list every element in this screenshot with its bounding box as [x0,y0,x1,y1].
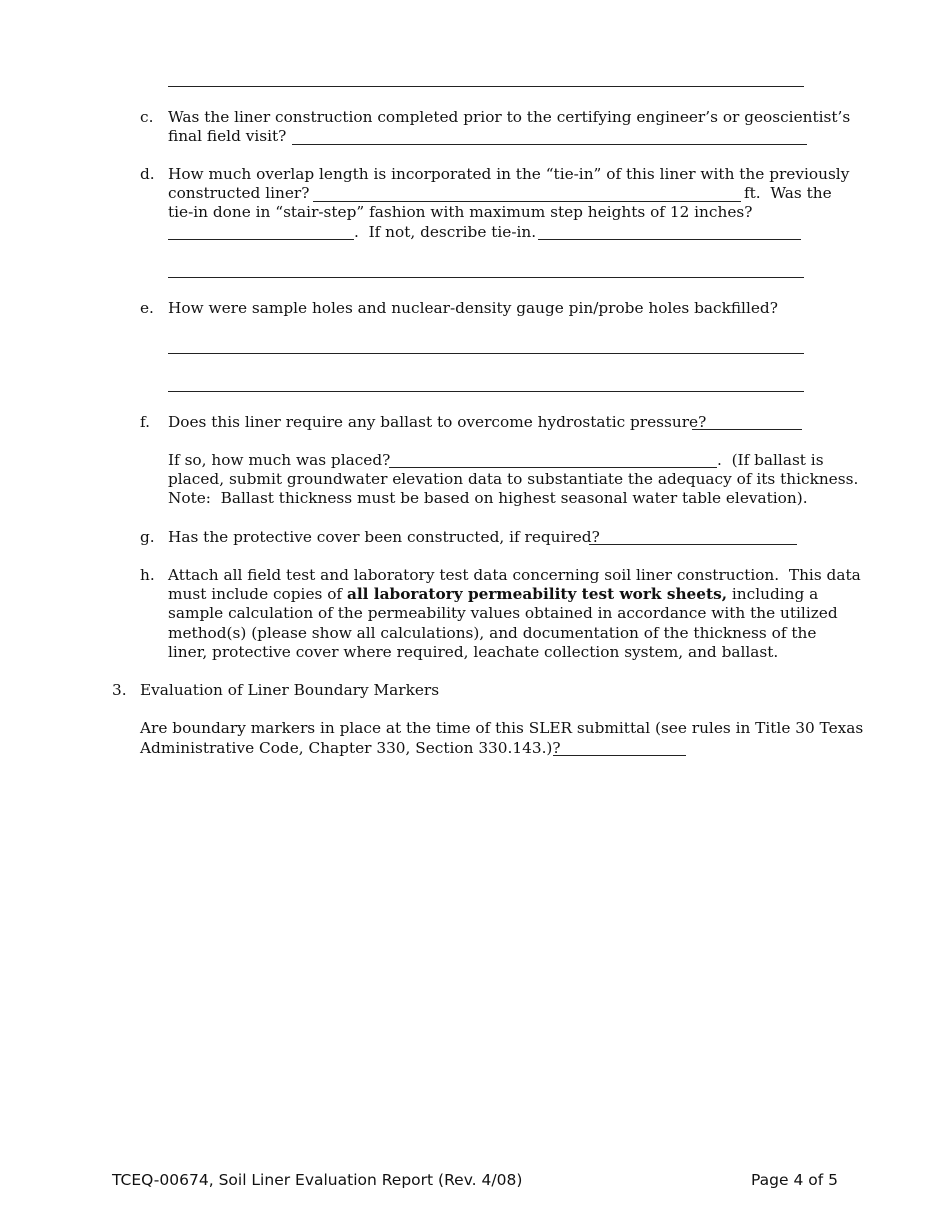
item-f-question-line4: Note: Ballast thickness must be based on highest seasonal water table elevation). [168,489,808,507]
item-h-line5: liner, protective cover where required, leachate collection system, and ballast. [168,643,779,661]
item-c-question-line1: Was the liner construction completed prior to the certifying engineer’s or geoscientist’s [168,108,851,126]
item-g-marker: g. [140,528,155,546]
item-d-question-line2a: constructed liner? [168,184,310,202]
item-c-question-line2: final field visit? [168,127,287,145]
item-f-ballast-required-blank[interactable] [692,429,802,430]
item-f-question-line3: placed, submit groundwater elevation data to substantiate the adequacy of its thickness. [168,470,859,488]
item-c-answer-blank[interactable] [292,144,807,145]
item-f-ballast-amount-blank[interactable] [389,467,717,468]
item-f-question-line1: Does this liner require any ballast to overcome hydrostatic pressure? [168,413,707,431]
item-c-marker: c. [140,108,154,126]
item-d-question-line2b: ft. Was the [744,184,832,202]
item-g-answer-blank[interactable] [589,544,797,545]
item-f-question-line2b: . (If ballast is [717,451,824,469]
item-e-marker: e. [140,299,154,317]
item-d-question-line1: How much overlap length is incorporated in the “tie-in” of this liner with the previously [168,165,850,183]
item-d-describe-blank[interactable] [538,239,801,240]
item-f-marker: f. [140,413,150,431]
item-h-line2-bold: all laboratory permeability test work sheets, [346,585,728,603]
item-d-marker: d. [140,165,155,183]
item-e-question-line1: How were sample holes and nuclear-density gauge pin/probe holes backfilled? [168,299,778,317]
answer-blank-prev[interactable] [168,86,804,87]
item-h-line3: sample calculation of the permeability values obtained in accordance with the utilized [168,604,838,622]
item-f-question-line2a: If so, how much was placed? [168,451,391,469]
item-h-line2b: including a [727,585,819,603]
item-g-question-line1: Has the protective cover been constructed, if required? [168,528,600,546]
section-3-question-line1: Are boundary markers in place at the time of this SLER submittal (see rules in Title 30 Texas [140,719,864,737]
item-h-line2a: must include copies of [168,585,347,603]
item-d-question-line4: . If not, describe tie-in. [354,223,537,241]
item-e-answer-blank-2[interactable] [168,391,804,392]
section-3-marker: 3. [112,681,127,699]
footer-form-id: TCEQ-00674, Soil Liner Evaluation Report (Rev. 4/08) [112,1171,523,1189]
footer-page-number: Page 4 of 5 [751,1171,838,1189]
item-d-question-line3: tie-in done in “stair-step” fashion with maximum step heights of 12 inches? [168,203,753,221]
item-h-line4: method(s) (please show all calculations), and documentation of the thickness of the [168,624,817,642]
item-d-overlap-blank[interactable] [313,201,741,202]
section-3-heading: Evaluation of Liner Boundary Markers [140,681,440,699]
item-h-marker: h. [140,566,155,584]
item-h-line2 [168,585,818,604]
item-e-answer-blank-1[interactable] [168,353,804,354]
item-h-line1: Attach all field test and laboratory test data concerning soil liner construction. This data [168,566,861,584]
item-d-stairstep-blank[interactable] [168,239,354,240]
section-3-question-line2: Administrative Code, Chapter 330, Section 330.143.)? [140,739,561,757]
section-3-answer-blank[interactable] [553,755,686,756]
item-d-describe-blank-2[interactable] [168,277,804,278]
